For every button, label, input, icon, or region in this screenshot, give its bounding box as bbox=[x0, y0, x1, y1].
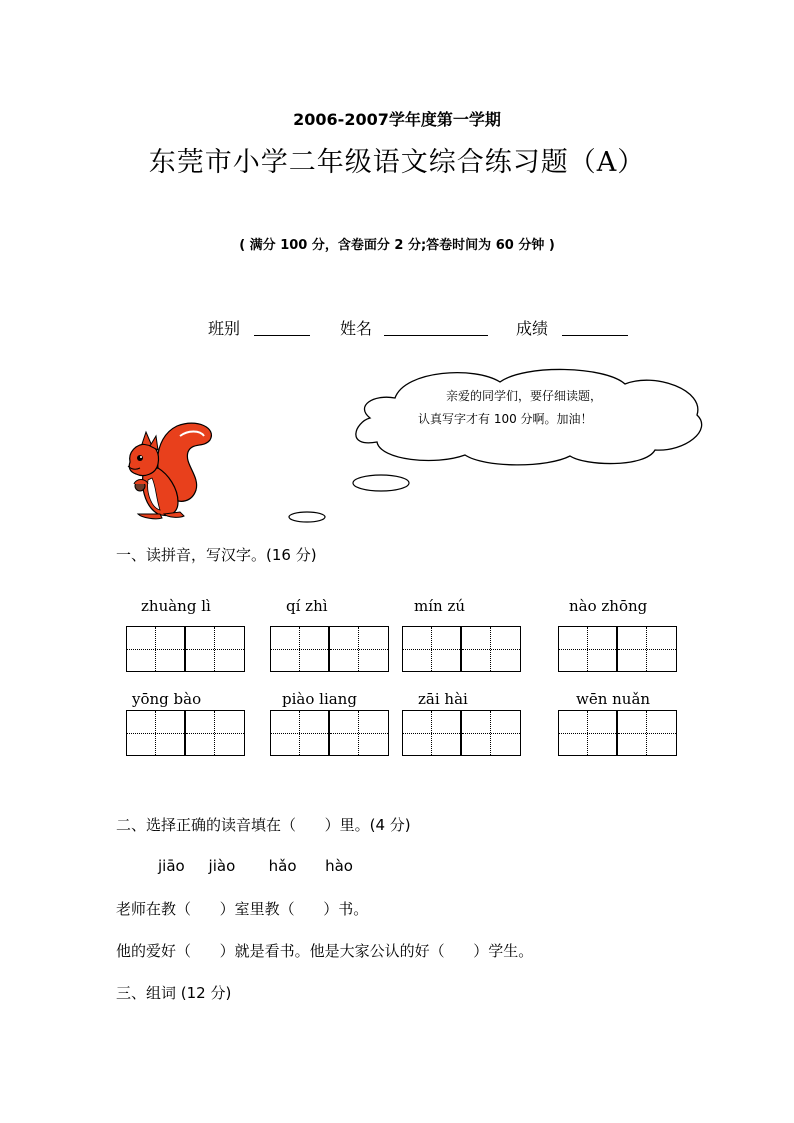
writing-cell[interactable] bbox=[126, 710, 185, 756]
writing-cell[interactable] bbox=[329, 710, 389, 756]
writing-cell[interactable] bbox=[617, 710, 677, 756]
bubble-line-2: 认真写字才有 100 分啊。加油！ bbox=[418, 412, 593, 426]
writing-cell[interactable] bbox=[402, 626, 461, 672]
bubble-line-1: 亲爱的同学们，要仔细读题， bbox=[446, 389, 603, 403]
writing-cell[interactable] bbox=[270, 710, 329, 756]
year-term: 2006-2007学年度第一学期 bbox=[293, 110, 501, 129]
pinyin-1-1: zhuàng lì bbox=[141, 597, 211, 615]
score-blank[interactable] bbox=[562, 335, 628, 336]
pinyin-2-4: wēn nuǎn bbox=[576, 690, 651, 708]
writing-grid[interactable] bbox=[402, 626, 521, 672]
class-blank[interactable] bbox=[254, 335, 310, 336]
section2-heading: 二、选择正确的读音填在（ ）里。(4 分) bbox=[116, 816, 411, 834]
writing-cell[interactable] bbox=[461, 710, 521, 756]
writing-cell[interactable] bbox=[461, 626, 521, 672]
writing-cell[interactable] bbox=[558, 710, 617, 756]
writing-grid[interactable] bbox=[270, 710, 389, 756]
pinyin-1-3: mín zú bbox=[414, 597, 466, 615]
writing-cell[interactable] bbox=[558, 626, 617, 672]
writing-grid[interactable] bbox=[270, 626, 389, 672]
section1-heading: 一、读拼音，写汉字。(16 分) bbox=[116, 546, 317, 564]
pinyin-2-1: yōng bào bbox=[132, 690, 202, 708]
name-label: 姓名 bbox=[340, 319, 373, 338]
squirrel-icon bbox=[122, 418, 218, 524]
pinyin-1-2: qí zhì bbox=[286, 597, 328, 615]
writing-cell[interactable] bbox=[402, 710, 461, 756]
pinyin-2-2: piào liang bbox=[282, 690, 357, 708]
class-label: 班别 bbox=[208, 319, 241, 338]
section2-options: jiāo jiào hǎo hào bbox=[158, 857, 353, 875]
writing-cell[interactable] bbox=[185, 710, 245, 756]
writing-cell[interactable] bbox=[329, 626, 389, 672]
exam-subtitle: ( 满分 100 分，含卷面分 2 分;答卷时间为 60 分钟 ) bbox=[239, 238, 555, 253]
page-title: 东莞市小学二年级语文综合练习题（A） bbox=[148, 147, 646, 178]
thought-cloud-icon bbox=[285, 360, 710, 530]
section2-line-2: 他的爱好（ ）就是看书。他是大家公认的好（ ）学生。 bbox=[116, 942, 534, 960]
writing-cell[interactable] bbox=[270, 626, 329, 672]
pinyin-1-4: nào zhōng bbox=[569, 597, 648, 615]
writing-grid[interactable] bbox=[402, 710, 521, 756]
writing-grid[interactable] bbox=[126, 626, 245, 672]
writing-cell[interactable] bbox=[126, 626, 185, 672]
student-info bbox=[0, 316, 794, 340]
writing-cell[interactable] bbox=[185, 626, 245, 672]
pinyin-2-3: zāi hài bbox=[418, 690, 468, 708]
writing-cell[interactable] bbox=[617, 626, 677, 672]
writing-grid[interactable] bbox=[126, 710, 245, 756]
section3-heading: 三、组词 (12 分) bbox=[116, 984, 232, 1002]
section2-line-1: 老师在教（ ）室里教（ ）书。 bbox=[116, 900, 369, 918]
writing-grid[interactable] bbox=[558, 710, 677, 756]
writing-grid[interactable] bbox=[558, 626, 677, 672]
score-label: 成绩 bbox=[516, 319, 549, 338]
name-blank[interactable] bbox=[384, 335, 488, 336]
